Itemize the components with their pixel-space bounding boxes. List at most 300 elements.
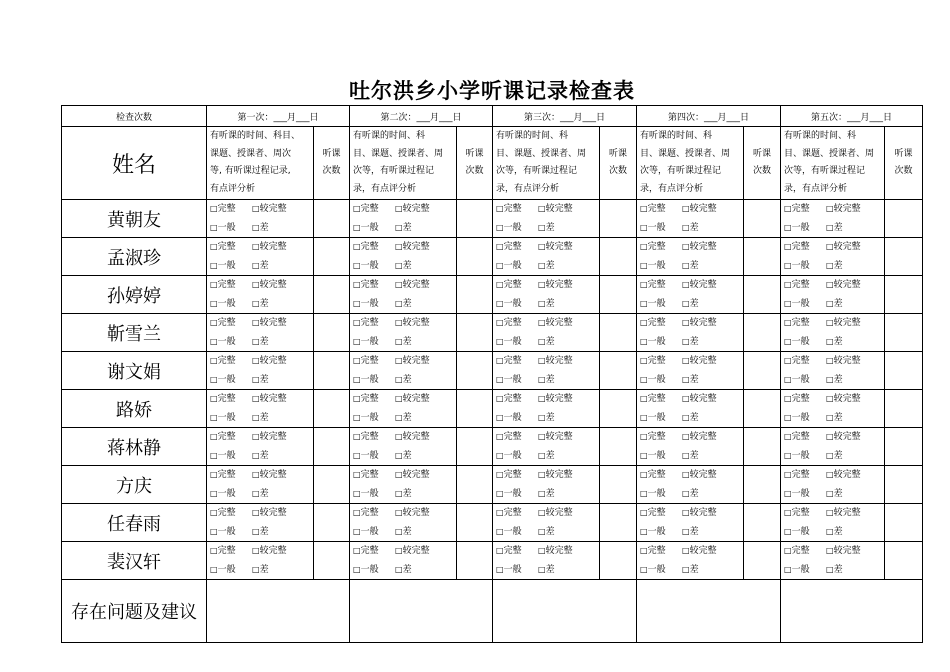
checkbox-icon[interactable]: □ <box>210 470 218 479</box>
checkbox-icon[interactable]: □ <box>210 298 218 308</box>
checkbox-icon[interactable]: □ <box>538 204 546 213</box>
checkbox-icon[interactable]: □ <box>210 394 218 403</box>
rating-option-complete[interactable] <box>353 200 395 219</box>
checkbox-icon[interactable]: □ <box>395 470 403 479</box>
lesson-count-cell[interactable] <box>885 352 923 390</box>
checkbox-icon[interactable]: □ <box>538 242 546 251</box>
checkbox-icon[interactable]: □ <box>784 526 792 536</box>
checkbox-icon[interactable]: □ <box>538 546 546 555</box>
rating-option-fairly_complete[interactable] <box>682 542 724 561</box>
rating-option-average[interactable] <box>784 409 826 428</box>
checkbox-icon[interactable]: □ <box>640 546 648 555</box>
checkbox-icon[interactable]: □ <box>353 432 361 441</box>
rating-option-complete[interactable] <box>353 542 395 561</box>
lesson-count-cell[interactable] <box>314 428 350 466</box>
rating-option-poor[interactable] <box>826 219 868 238</box>
rating-option-poor[interactable] <box>395 485 437 504</box>
rating-option-poor[interactable] <box>538 561 580 580</box>
checkbox-icon[interactable]: □ <box>784 470 792 479</box>
checkbox-icon[interactable]: □ <box>538 432 546 441</box>
checkbox-icon[interactable]: □ <box>252 318 260 327</box>
checkbox-icon[interactable]: □ <box>682 508 690 517</box>
checkbox-icon[interactable]: □ <box>784 488 792 498</box>
rating-option-complete[interactable] <box>496 238 538 257</box>
checkbox-icon[interactable]: □ <box>395 356 403 365</box>
checkbox-icon[interactable]: □ <box>640 564 648 574</box>
checkbox-icon[interactable]: □ <box>538 470 546 479</box>
lesson-count-cell[interactable] <box>600 314 637 352</box>
rating-option-fairly_complete[interactable] <box>538 238 580 257</box>
rating-option-poor[interactable] <box>538 409 580 428</box>
rating-option-fairly_complete[interactable] <box>252 504 294 523</box>
checkbox-icon[interactable]: □ <box>538 336 546 346</box>
checkbox-icon[interactable]: □ <box>353 222 361 232</box>
rating-option-fairly_complete[interactable] <box>826 314 868 333</box>
checkbox-icon[interactable]: □ <box>353 260 361 270</box>
rating-option-average[interactable] <box>784 561 826 580</box>
checkbox-icon[interactable]: □ <box>395 546 403 555</box>
rating-option-fairly_complete[interactable] <box>538 466 580 485</box>
rating-option-average[interactable] <box>210 409 252 428</box>
checkbox-icon[interactable]: □ <box>496 204 504 213</box>
rating-option-average[interactable] <box>784 219 826 238</box>
checkbox-icon[interactable]: □ <box>395 508 403 517</box>
rating-option-average[interactable] <box>496 333 538 352</box>
checkbox-icon[interactable]: □ <box>353 242 361 251</box>
checkbox-icon[interactable]: □ <box>682 564 690 574</box>
rating-option-average[interactable] <box>210 219 252 238</box>
rating-option-complete[interactable] <box>496 504 538 523</box>
rating-option-poor[interactable] <box>252 485 294 504</box>
checkbox-icon[interactable]: □ <box>210 412 218 422</box>
rating-option-average[interactable] <box>353 371 395 390</box>
checkbox-icon[interactable]: □ <box>252 222 260 232</box>
checkbox-icon[interactable]: □ <box>682 432 690 441</box>
rating-option-fairly_complete[interactable] <box>395 314 437 333</box>
checkbox-icon[interactable]: □ <box>640 242 648 251</box>
rating-option-complete[interactable] <box>210 276 252 295</box>
checkbox-icon[interactable]: □ <box>353 508 361 517</box>
rating-option-complete[interactable] <box>784 352 826 371</box>
checkbox-icon[interactable]: □ <box>538 394 546 403</box>
checkbox-icon[interactable]: □ <box>538 374 546 384</box>
checkbox-icon[interactable]: □ <box>210 564 218 574</box>
checkbox-icon[interactable]: □ <box>784 242 792 251</box>
rating-option-poor[interactable] <box>826 447 868 466</box>
rating-option-complete[interactable] <box>496 200 538 219</box>
rating-option-poor[interactable] <box>826 561 868 580</box>
lesson-count-cell[interactable] <box>600 542 637 580</box>
checkbox-icon[interactable]: □ <box>210 260 218 270</box>
rating-option-fairly_complete[interactable] <box>538 504 580 523</box>
rating-option-poor[interactable] <box>252 561 294 580</box>
rating-option-average[interactable] <box>640 371 682 390</box>
rating-option-average[interactable] <box>496 561 538 580</box>
checkbox-icon[interactable]: □ <box>353 318 361 327</box>
lesson-count-cell[interactable] <box>744 542 781 580</box>
checkbox-icon[interactable]: □ <box>395 336 403 346</box>
rating-option-poor[interactable] <box>682 295 724 314</box>
suggestions-cell[interactable] <box>350 580 493 643</box>
checkbox-icon[interactable]: □ <box>210 546 218 555</box>
lesson-count-cell[interactable] <box>600 390 637 428</box>
lesson-count-cell[interactable] <box>600 428 637 466</box>
lesson-count-cell[interactable] <box>600 200 637 238</box>
checkbox-icon[interactable]: □ <box>252 488 260 498</box>
rating-option-poor[interactable] <box>252 447 294 466</box>
rating-option-complete[interactable] <box>640 200 682 219</box>
rating-option-poor[interactable] <box>682 219 724 238</box>
suggestions-cell[interactable] <box>207 580 350 643</box>
checkbox-icon[interactable]: □ <box>784 432 792 441</box>
lesson-count-cell[interactable] <box>600 276 637 314</box>
checkbox-icon[interactable]: □ <box>252 508 260 517</box>
checkbox-icon[interactable]: □ <box>353 488 361 498</box>
rating-option-fairly_complete[interactable] <box>252 314 294 333</box>
checkbox-icon[interactable]: □ <box>496 488 504 498</box>
rating-option-complete[interactable] <box>496 390 538 409</box>
checkbox-icon[interactable]: □ <box>826 374 834 384</box>
rating-option-fairly_complete[interactable] <box>682 276 724 295</box>
checkbox-icon[interactable]: □ <box>640 336 648 346</box>
lesson-count-cell[interactable] <box>457 276 493 314</box>
rating-option-poor[interactable] <box>395 409 437 428</box>
checkbox-icon[interactable]: □ <box>395 204 403 213</box>
rating-option-complete[interactable] <box>353 352 395 371</box>
checkbox-icon[interactable]: □ <box>252 394 260 403</box>
checkbox-icon[interactable]: □ <box>640 298 648 308</box>
checkbox-icon[interactable]: □ <box>640 222 648 232</box>
checkbox-icon[interactable]: □ <box>784 394 792 403</box>
rating-option-fairly_complete[interactable] <box>538 390 580 409</box>
rating-option-poor[interactable] <box>252 257 294 276</box>
checkbox-icon[interactable]: □ <box>538 260 546 270</box>
rating-option-average[interactable] <box>784 295 826 314</box>
checkbox-icon[interactable]: □ <box>640 508 648 517</box>
rating-option-poor[interactable] <box>252 219 294 238</box>
lesson-count-cell[interactable] <box>600 352 637 390</box>
checkbox-icon[interactable]: □ <box>395 318 403 327</box>
rating-option-average[interactable] <box>640 523 682 542</box>
checkbox-icon[interactable]: □ <box>640 450 648 460</box>
rating-option-complete[interactable] <box>496 352 538 371</box>
rating-option-average[interactable] <box>353 447 395 466</box>
checkbox-icon[interactable]: □ <box>826 564 834 574</box>
checkbox-icon[interactable]: □ <box>826 280 834 289</box>
rating-option-poor[interactable] <box>395 371 437 390</box>
rating-option-poor[interactable] <box>826 295 868 314</box>
rating-option-average[interactable] <box>210 447 252 466</box>
lesson-count-cell[interactable] <box>744 352 781 390</box>
checkbox-icon[interactable]: □ <box>252 412 260 422</box>
checkbox-icon[interactable]: □ <box>784 318 792 327</box>
checkbox-icon[interactable]: □ <box>826 242 834 251</box>
lesson-count-cell[interactable] <box>885 314 923 352</box>
checkbox-icon[interactable]: □ <box>640 526 648 536</box>
rating-option-poor[interactable] <box>395 219 437 238</box>
rating-option-average[interactable] <box>353 295 395 314</box>
checkbox-icon[interactable]: □ <box>252 336 260 346</box>
checkbox-icon[interactable]: □ <box>538 298 546 308</box>
rating-option-fairly_complete[interactable] <box>252 542 294 561</box>
rating-option-average[interactable] <box>784 371 826 390</box>
checkbox-icon[interactable]: □ <box>252 432 260 441</box>
lesson-count-cell[interactable] <box>457 428 493 466</box>
rating-option-average[interactable] <box>640 485 682 504</box>
checkbox-icon[interactable]: □ <box>353 336 361 346</box>
rating-option-poor[interactable] <box>538 447 580 466</box>
rating-option-fairly_complete[interactable] <box>252 200 294 219</box>
checkbox-icon[interactable]: □ <box>826 298 834 308</box>
rating-option-average[interactable] <box>640 295 682 314</box>
checkbox-icon[interactable]: □ <box>210 508 218 517</box>
checkbox-icon[interactable]: □ <box>784 280 792 289</box>
rating-option-complete[interactable] <box>210 314 252 333</box>
rating-option-fairly_complete[interactable] <box>252 390 294 409</box>
checkbox-icon[interactable]: □ <box>826 336 834 346</box>
checkbox-icon[interactable]: □ <box>496 432 504 441</box>
lesson-count-cell[interactable] <box>314 276 350 314</box>
checkbox-icon[interactable]: □ <box>640 204 648 213</box>
rating-option-fairly_complete[interactable] <box>395 238 437 257</box>
rating-option-complete[interactable] <box>210 238 252 257</box>
rating-option-complete[interactable] <box>210 390 252 409</box>
checkbox-icon[interactable]: □ <box>826 394 834 403</box>
rating-option-complete[interactable] <box>640 314 682 333</box>
rating-option-fairly_complete[interactable] <box>252 276 294 295</box>
rating-option-complete[interactable] <box>353 314 395 333</box>
rating-option-poor[interactable] <box>682 561 724 580</box>
checkbox-icon[interactable]: □ <box>252 260 260 270</box>
checkbox-icon[interactable]: □ <box>210 204 218 213</box>
checkbox-icon[interactable]: □ <box>252 564 260 574</box>
rating-option-fairly_complete[interactable] <box>826 542 868 561</box>
rating-option-average[interactable] <box>210 333 252 352</box>
lesson-count-cell[interactable] <box>314 200 350 238</box>
checkbox-icon[interactable]: □ <box>496 260 504 270</box>
checkbox-icon[interactable]: □ <box>395 432 403 441</box>
rating-option-average[interactable] <box>353 333 395 352</box>
checkbox-icon[interactable]: □ <box>826 450 834 460</box>
checkbox-icon[interactable]: □ <box>538 564 546 574</box>
rating-option-complete[interactable] <box>353 466 395 485</box>
rating-option-poor[interactable] <box>252 295 294 314</box>
rating-option-poor[interactable] <box>252 523 294 542</box>
checkbox-icon[interactable]: □ <box>538 280 546 289</box>
rating-option-poor[interactable] <box>682 447 724 466</box>
rating-option-average[interactable] <box>496 523 538 542</box>
rating-option-complete[interactable] <box>353 276 395 295</box>
checkbox-icon[interactable]: □ <box>640 356 648 365</box>
checkbox-icon[interactable]: □ <box>210 318 218 327</box>
checkbox-icon[interactable]: □ <box>395 280 403 289</box>
checkbox-icon[interactable]: □ <box>682 222 690 232</box>
rating-option-complete[interactable] <box>640 466 682 485</box>
rating-option-complete[interactable] <box>496 466 538 485</box>
rating-option-complete[interactable] <box>784 504 826 523</box>
lesson-count-cell[interactable] <box>314 504 350 542</box>
checkbox-icon[interactable]: □ <box>496 546 504 555</box>
rating-option-average[interactable] <box>210 257 252 276</box>
suggestions-cell[interactable] <box>493 580 637 643</box>
checkbox-icon[interactable]: □ <box>538 318 546 327</box>
checkbox-icon[interactable]: □ <box>210 450 218 460</box>
lesson-count-cell[interactable] <box>457 238 493 276</box>
checkbox-icon[interactable]: □ <box>826 488 834 498</box>
rating-option-complete[interactable] <box>784 542 826 561</box>
rating-option-fairly_complete[interactable] <box>538 352 580 371</box>
checkbox-icon[interactable]: □ <box>496 508 504 517</box>
lesson-count-cell[interactable] <box>457 314 493 352</box>
suggestions-cell[interactable] <box>637 580 781 643</box>
checkbox-icon[interactable]: □ <box>538 412 546 422</box>
rating-option-average[interactable] <box>210 295 252 314</box>
lesson-count-cell[interactable] <box>885 428 923 466</box>
rating-option-fairly_complete[interactable] <box>682 314 724 333</box>
checkbox-icon[interactable]: □ <box>353 470 361 479</box>
checkbox-icon[interactable]: □ <box>496 526 504 536</box>
checkbox-icon[interactable]: □ <box>252 242 260 251</box>
checkbox-icon[interactable]: □ <box>252 204 260 213</box>
rating-option-complete[interactable] <box>784 466 826 485</box>
checkbox-icon[interactable]: □ <box>210 242 218 251</box>
rating-option-fairly_complete[interactable] <box>682 200 724 219</box>
checkbox-icon[interactable]: □ <box>640 412 648 422</box>
lesson-count-cell[interactable] <box>314 390 350 428</box>
rating-option-poor[interactable] <box>252 333 294 352</box>
lesson-count-cell[interactable] <box>457 352 493 390</box>
rating-option-complete[interactable] <box>640 390 682 409</box>
checkbox-icon[interactable]: □ <box>353 526 361 536</box>
rating-option-fairly_complete[interactable] <box>682 428 724 447</box>
checkbox-icon[interactable]: □ <box>395 260 403 270</box>
checkbox-icon[interactable]: □ <box>784 508 792 517</box>
rating-option-poor[interactable] <box>682 523 724 542</box>
rating-option-poor[interactable] <box>682 257 724 276</box>
rating-option-complete[interactable] <box>784 428 826 447</box>
checkbox-icon[interactable]: □ <box>682 298 690 308</box>
rating-option-fairly_complete[interactable] <box>395 200 437 219</box>
checkbox-icon[interactable]: □ <box>496 470 504 479</box>
checkbox-icon[interactable]: □ <box>682 242 690 251</box>
checkbox-icon[interactable]: □ <box>353 356 361 365</box>
rating-option-complete[interactable] <box>496 542 538 561</box>
lesson-count-cell[interactable] <box>744 428 781 466</box>
checkbox-icon[interactable]: □ <box>210 356 218 365</box>
lesson-count-cell[interactable] <box>314 466 350 504</box>
checkbox-icon[interactable]: □ <box>353 546 361 555</box>
rating-option-average[interactable] <box>496 447 538 466</box>
lesson-count-cell[interactable] <box>744 504 781 542</box>
rating-option-average[interactable] <box>640 219 682 238</box>
rating-option-average[interactable] <box>640 333 682 352</box>
checkbox-icon[interactable]: □ <box>496 242 504 251</box>
rating-option-poor[interactable] <box>395 561 437 580</box>
checkbox-icon[interactable]: □ <box>496 412 504 422</box>
lesson-count-cell[interactable] <box>744 314 781 352</box>
lesson-count-cell[interactable] <box>457 466 493 504</box>
checkbox-icon[interactable]: □ <box>496 356 504 365</box>
checkbox-icon[interactable]: □ <box>353 564 361 574</box>
rating-option-fairly_complete[interactable] <box>252 352 294 371</box>
rating-option-fairly_complete[interactable] <box>395 428 437 447</box>
rating-option-average[interactable] <box>353 257 395 276</box>
rating-option-fairly_complete[interactable] <box>826 428 868 447</box>
rating-option-average[interactable] <box>784 523 826 542</box>
rating-option-poor[interactable] <box>682 409 724 428</box>
rating-option-poor[interactable] <box>538 257 580 276</box>
checkbox-icon[interactable]: □ <box>826 260 834 270</box>
rating-option-fairly_complete[interactable] <box>682 466 724 485</box>
rating-option-complete[interactable] <box>353 504 395 523</box>
lesson-count-cell[interactable] <box>314 542 350 580</box>
rating-option-poor[interactable] <box>826 485 868 504</box>
rating-option-fairly_complete[interactable] <box>538 276 580 295</box>
rating-option-poor[interactable] <box>395 447 437 466</box>
rating-option-fairly_complete[interactable] <box>826 238 868 257</box>
lesson-count-cell[interactable] <box>314 314 350 352</box>
checkbox-icon[interactable]: □ <box>210 526 218 536</box>
rating-option-poor[interactable] <box>395 295 437 314</box>
rating-option-complete[interactable] <box>784 200 826 219</box>
rating-option-average[interactable] <box>496 295 538 314</box>
checkbox-icon[interactable]: □ <box>395 394 403 403</box>
rating-option-average[interactable] <box>784 447 826 466</box>
checkbox-icon[interactable]: □ <box>682 394 690 403</box>
rating-option-poor[interactable] <box>826 257 868 276</box>
checkbox-icon[interactable]: □ <box>784 356 792 365</box>
checkbox-icon[interactable]: □ <box>395 298 403 308</box>
rating-option-complete[interactable] <box>496 276 538 295</box>
checkbox-icon[interactable]: □ <box>784 336 792 346</box>
checkbox-icon[interactable]: □ <box>640 374 648 384</box>
lesson-count-cell[interactable] <box>600 238 637 276</box>
rating-option-average[interactable] <box>784 333 826 352</box>
checkbox-icon[interactable]: □ <box>682 280 690 289</box>
rating-option-average[interactable] <box>353 485 395 504</box>
rating-option-average[interactable] <box>784 485 826 504</box>
suggestions-cell[interactable] <box>781 580 923 643</box>
rating-option-poor[interactable] <box>538 333 580 352</box>
rating-option-fairly_complete[interactable] <box>826 466 868 485</box>
lesson-count-cell[interactable] <box>885 390 923 428</box>
checkbox-icon[interactable]: □ <box>682 260 690 270</box>
checkbox-icon[interactable]: □ <box>640 280 648 289</box>
rating-option-poor[interactable] <box>538 371 580 390</box>
checkbox-icon[interactable]: □ <box>640 260 648 270</box>
rating-option-average[interactable] <box>496 409 538 428</box>
rating-option-average[interactable] <box>210 561 252 580</box>
rating-option-fairly_complete[interactable] <box>538 542 580 561</box>
rating-option-complete[interactable] <box>210 504 252 523</box>
rating-option-poor[interactable] <box>538 295 580 314</box>
checkbox-icon[interactable]: □ <box>640 394 648 403</box>
checkbox-icon[interactable]: □ <box>784 222 792 232</box>
rating-option-poor[interactable] <box>682 485 724 504</box>
checkbox-icon[interactable]: □ <box>353 298 361 308</box>
checkbox-icon[interactable]: □ <box>682 526 690 536</box>
rating-option-average[interactable] <box>210 485 252 504</box>
rating-option-fairly_complete[interactable] <box>395 276 437 295</box>
lesson-count-cell[interactable] <box>600 504 637 542</box>
checkbox-icon[interactable]: □ <box>682 470 690 479</box>
checkbox-icon[interactable]: □ <box>826 204 834 213</box>
checkbox-icon[interactable]: □ <box>682 356 690 365</box>
checkbox-icon[interactable]: □ <box>826 356 834 365</box>
checkbox-icon[interactable]: □ <box>395 374 403 384</box>
rating-option-complete[interactable] <box>784 314 826 333</box>
rating-option-fairly_complete[interactable] <box>682 352 724 371</box>
